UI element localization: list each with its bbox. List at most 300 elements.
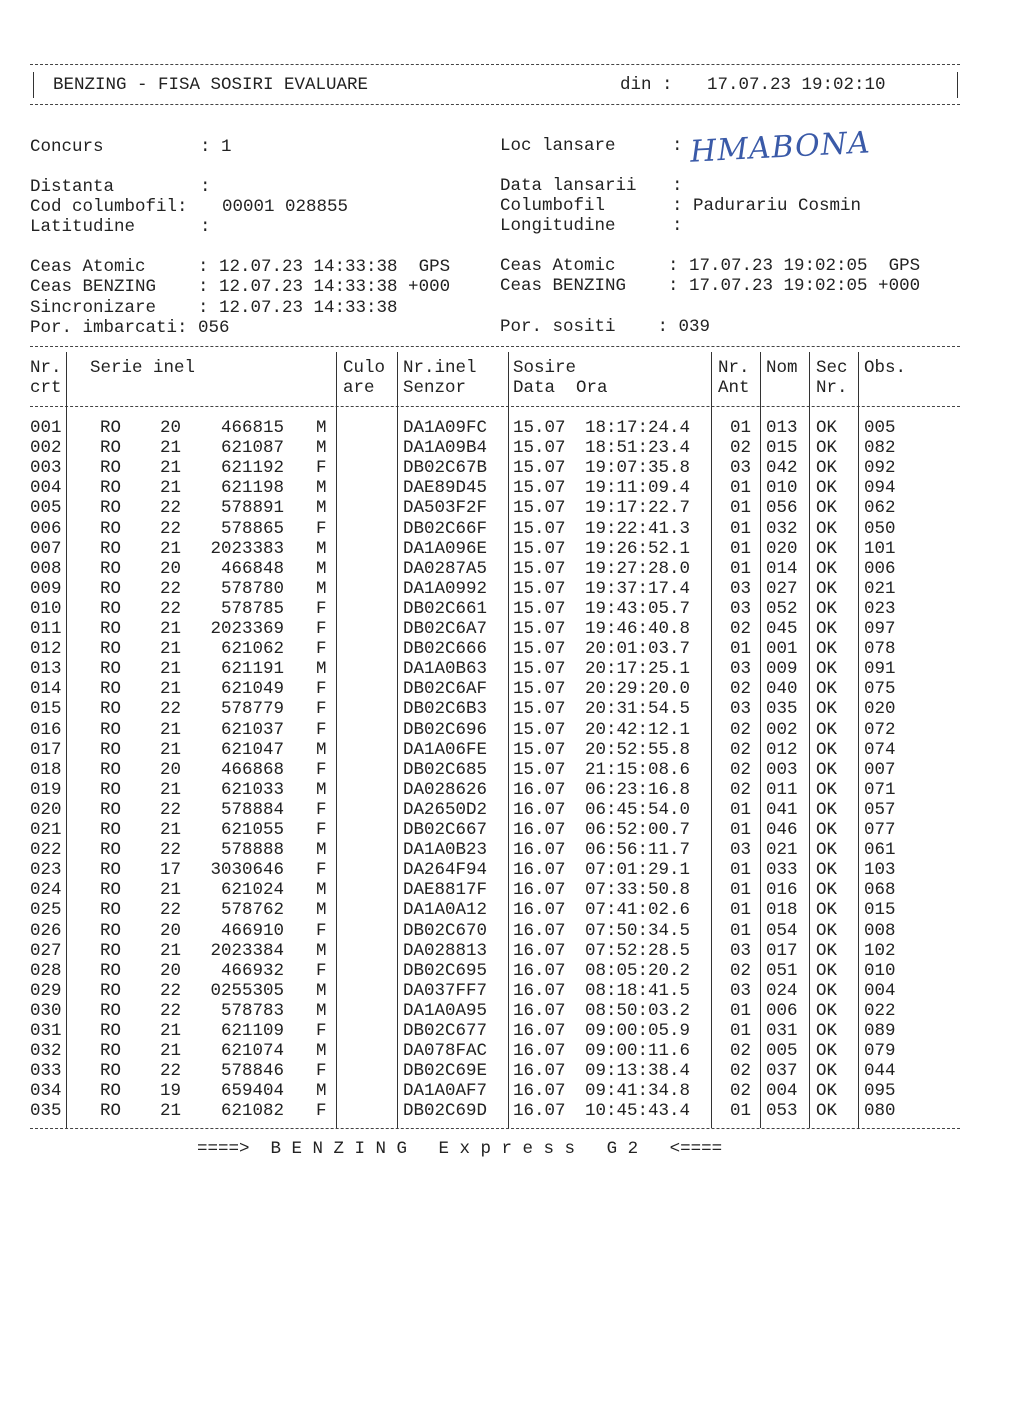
cell-ring: 578780 [220, 578, 284, 599]
loc-lansare-colon: : [672, 136, 683, 156]
cell-nom: 056 [766, 498, 798, 519]
table-row [0, 679, 1024, 699]
cell-year: 21 [160, 779, 182, 800]
col-header-nrinel: Nr.inel Senzor [403, 358, 477, 398]
table-row [0, 880, 1024, 900]
cell-country: RO [100, 820, 122, 840]
cell-nr: 013 [30, 659, 62, 680]
cell-ant: 03 [730, 980, 752, 1001]
data-lansarii-value: : [672, 176, 683, 196]
cell-sensor: DB02C69E [403, 1061, 488, 1082]
cell-date: 15.07 [513, 438, 566, 459]
cell-nr: 011 [30, 619, 62, 639]
cell-date: 15.07 [513, 739, 566, 760]
cell-sensor: DA264F94 [403, 860, 488, 881]
cell-nr: 014 [30, 679, 62, 700]
cell-nr: 021 [30, 820, 62, 840]
cell-sex: F [316, 719, 327, 740]
table-row [0, 498, 1024, 518]
cell-nr: 023 [30, 860, 62, 881]
cell-obs: 057 [864, 799, 896, 820]
table-row [0, 579, 1024, 599]
cell-sec: OK [816, 980, 838, 1001]
cell-nom: 006 [766, 1000, 798, 1021]
cell-sex: M [316, 739, 327, 760]
cell-year: 21 [160, 458, 182, 479]
table-row [0, 1041, 1024, 1061]
cell-sec: OK [816, 779, 838, 800]
cell-nr: 034 [30, 1081, 62, 1102]
table-row [0, 639, 1024, 659]
cell-ant: 02 [730, 719, 752, 740]
cell-sec: OK [816, 940, 838, 961]
cell-nr: 005 [30, 498, 62, 519]
cell-year: 21 [160, 478, 182, 499]
cell-date: 15.07 [513, 639, 566, 660]
cell-time: 20:52:55.8 [585, 739, 691, 760]
cell-time: 19:46:40.8 [585, 619, 691, 639]
cell-sec: OK [816, 619, 838, 639]
col-header-culoare: Culo are [343, 358, 386, 398]
cell-year: 22 [160, 498, 182, 519]
header-bottom-border [30, 406, 960, 407]
cell-nom: 016 [766, 880, 798, 901]
cell-time: 06:23:16.8 [585, 779, 691, 800]
cell-year: 17 [160, 860, 182, 881]
cell-time: 20:42:12.1 [585, 719, 691, 740]
cell-date: 16.07 [513, 1041, 566, 1062]
cell-year: 20 [160, 960, 182, 981]
cell-sex: M [316, 980, 327, 1001]
cell-ant: 02 [730, 960, 752, 981]
cell-country: RO [100, 940, 122, 961]
cell-nr: 019 [30, 779, 62, 800]
cell-sensor: DB02C67B [403, 458, 488, 479]
cell-year: 21 [160, 1041, 182, 1062]
cell-ant: 01 [730, 558, 752, 579]
cell-country: RO [100, 518, 122, 539]
cell-time: 20:01:03.7 [585, 639, 691, 660]
cell-date: 15.07 [513, 518, 566, 539]
cell-sensor: DB02C696 [403, 719, 488, 740]
cell-nr: 012 [30, 639, 62, 660]
cell-ring: 621037 [220, 719, 284, 740]
cell-ant: 02 [730, 438, 752, 459]
cell-nom: 012 [766, 739, 798, 760]
cell-ant: 02 [730, 619, 752, 639]
cell-time: 20:17:25.1 [585, 659, 691, 680]
cell-date: 15.07 [513, 679, 566, 700]
cell-country: RO [100, 538, 122, 559]
table-row [0, 780, 1024, 800]
cell-country: RO [100, 438, 122, 459]
cell-nom: 032 [766, 518, 798, 539]
cell-time: 19:07:35.8 [585, 458, 691, 479]
cell-sex: F [316, 960, 327, 981]
cell-obs: 006 [864, 558, 896, 579]
cell-country: RO [100, 799, 122, 820]
cell-time: 18:17:24.4 [585, 418, 691, 438]
table-row [0, 418, 1024, 438]
cell-sec: OK [816, 578, 838, 599]
cell-sensor: DA1A09FC [403, 418, 488, 438]
cell-ring: 466815 [220, 418, 284, 438]
concurs-label: Concurs [30, 137, 104, 157]
cell-sex: F [316, 1061, 327, 1082]
cell-sensor: DA1A0A95 [403, 1000, 488, 1021]
cell-nr: 017 [30, 739, 62, 760]
cell-sex: F [316, 598, 327, 619]
cell-nr: 009 [30, 578, 62, 599]
cell-nr: 035 [30, 1101, 62, 1122]
cell-sec: OK [816, 418, 838, 438]
cell-sec: OK [816, 699, 838, 720]
cell-ant: 02 [730, 1041, 752, 1062]
cell-time: 19:11:09.4 [585, 478, 691, 499]
cell-country: RO [100, 1081, 122, 1102]
cell-obs: 078 [864, 639, 896, 660]
cell-ant: 01 [730, 639, 752, 660]
table-row [0, 438, 1024, 458]
cell-date: 16.07 [513, 820, 566, 840]
cell-date: 15.07 [513, 619, 566, 639]
cell-sensor: DB02C69D [403, 1101, 488, 1122]
cell-sensor: DB02C685 [403, 759, 488, 780]
cell-date: 15.07 [513, 598, 566, 619]
cell-ant: 01 [730, 860, 752, 881]
cell-sec: OK [816, 438, 838, 459]
cell-year: 21 [160, 820, 182, 840]
table-row [0, 458, 1024, 478]
cell-nr: 026 [30, 920, 62, 941]
cell-sensor: DA1A0A12 [403, 900, 488, 921]
cell-sensor: DA1A0B63 [403, 659, 488, 680]
col-header-nom: Nom [766, 358, 798, 378]
cell-ant: 01 [730, 920, 752, 941]
cell-nom: 041 [766, 799, 798, 820]
cell-nom: 054 [766, 920, 798, 941]
cell-date: 16.07 [513, 1061, 566, 1082]
cell-sex: F [316, 619, 327, 639]
loc-lansare-handwritten: HMABONA [689, 125, 872, 170]
cell-nr: 027 [30, 940, 62, 961]
ceas-atomic-right: Ceas Atomic : 17.07.23 19:02:05 GPS [500, 256, 921, 276]
cell-sec: OK [816, 960, 838, 981]
cell-sec: OK [816, 799, 838, 820]
report-datetime: 17.07.23 19:02:10 [707, 75, 886, 95]
cell-year: 21 [160, 940, 182, 961]
cell-ant: 01 [730, 518, 752, 539]
cell-country: RO [100, 1101, 122, 1122]
cell-ring: 578888 [220, 840, 284, 861]
din-label: din : [620, 75, 673, 95]
sincronizare: Sincronizare : 12.07.23 14:33:38 [30, 298, 398, 318]
cell-nom: 033 [766, 860, 798, 881]
cell-sex: M [316, 418, 327, 438]
table-row [0, 1061, 1024, 1081]
cell-nom: 009 [766, 659, 798, 680]
cell-ring: 621047 [220, 739, 284, 760]
cell-sex: M [316, 438, 327, 459]
cell-sensor: DB02C677 [403, 1021, 488, 1041]
cell-nr: 001 [30, 418, 62, 438]
cell-country: RO [100, 659, 122, 680]
cell-nom: 010 [766, 478, 798, 499]
cell-country: RO [100, 699, 122, 720]
cell-obs: 005 [864, 418, 896, 438]
longitudine-label: Longitudine [500, 216, 616, 236]
cell-year: 22 [160, 980, 182, 1001]
cell-sensor: DA1A06FE [403, 739, 488, 760]
cell-obs: 082 [864, 438, 896, 459]
cell-nr: 025 [30, 900, 62, 921]
cell-nr: 033 [30, 1061, 62, 1082]
table-row [0, 519, 1024, 539]
cell-nom: 002 [766, 719, 798, 740]
cell-sec: OK [816, 538, 838, 559]
distanta-label: Distanta [30, 177, 115, 197]
cell-ant: 01 [730, 418, 752, 438]
col-header-sosire: Sosire Data Ora [513, 358, 608, 398]
cell-sensor: DA1A0992 [403, 578, 488, 599]
cell-year: 21 [160, 619, 182, 639]
cell-sensor: DA037FF7 [403, 980, 488, 1001]
cell-date: 15.07 [513, 759, 566, 780]
cell-country: RO [100, 619, 122, 639]
cell-ring: 621082 [220, 1101, 284, 1122]
cell-obs: 092 [864, 458, 896, 479]
table-row [0, 900, 1024, 920]
table-row [0, 1081, 1024, 1101]
cell-time: 19:27:28.0 [585, 558, 691, 579]
cell-ant: 03 [730, 940, 752, 961]
cell-nom: 042 [766, 458, 798, 479]
cod-columbofil-label: Cod columbofil: [30, 197, 188, 217]
cell-sec: OK [816, 840, 838, 861]
cell-country: RO [100, 478, 122, 499]
cell-sensor: DA1A0B23 [403, 840, 488, 861]
cell-year: 22 [160, 699, 182, 720]
cell-sec: OK [816, 739, 838, 760]
cell-sex: M [316, 498, 327, 519]
cell-sex: F [316, 518, 327, 539]
cell-time: 07:50:34.5 [585, 920, 691, 941]
cell-country: RO [100, 1000, 122, 1021]
cell-year: 20 [160, 558, 182, 579]
cell-sensor: DB02C6AF [403, 679, 488, 700]
cell-ring: 3030646 [210, 860, 284, 881]
cell-sex: F [316, 860, 327, 881]
cell-nr: 002 [30, 438, 62, 459]
cell-date: 16.07 [513, 1101, 566, 1122]
table-row [0, 699, 1024, 719]
cell-time: 07:01:29.1 [585, 860, 691, 881]
cell-year: 21 [160, 719, 182, 740]
cell-ant: 01 [730, 880, 752, 901]
cell-date: 15.07 [513, 418, 566, 438]
cell-country: RO [100, 739, 122, 760]
cell-ant: 03 [730, 840, 752, 861]
cell-sex: F [316, 820, 327, 840]
cell-sex: M [316, 900, 327, 921]
cell-ant: 01 [730, 478, 752, 499]
cell-time: 09:00:05.9 [585, 1021, 691, 1041]
cell-date: 15.07 [513, 458, 566, 479]
cell-date: 16.07 [513, 799, 566, 820]
cell-time: 07:33:50.8 [585, 880, 691, 901]
table-row [0, 800, 1024, 820]
cell-obs: 023 [864, 598, 896, 619]
cell-ring: 621109 [220, 1021, 284, 1041]
cell-sex: M [316, 880, 327, 901]
cell-time: 19:17:22.7 [585, 498, 691, 519]
cell-time: 08:50:03.2 [585, 1000, 691, 1021]
cell-country: RO [100, 1041, 122, 1062]
cell-time: 08:05:20.2 [585, 960, 691, 981]
cell-sensor: DA078FAC [403, 1041, 488, 1062]
title-left-border [33, 72, 34, 98]
cell-nr: 031 [30, 1021, 62, 1041]
cell-year: 22 [160, 1061, 182, 1082]
cell-country: RO [100, 920, 122, 941]
cell-sex: M [316, 558, 327, 579]
cell-ring: 578846 [220, 1061, 284, 1082]
cell-ant: 03 [730, 598, 752, 619]
cell-nom: 051 [766, 960, 798, 981]
cell-ring: 578779 [220, 699, 284, 720]
cell-ant: 01 [730, 900, 752, 921]
cell-obs: 050 [864, 518, 896, 539]
cell-country: RO [100, 719, 122, 740]
cell-date: 15.07 [513, 538, 566, 559]
cell-sex: F [316, 1101, 327, 1122]
cell-ring: 466848 [220, 558, 284, 579]
cell-ant: 02 [730, 1061, 752, 1082]
cell-year: 22 [160, 840, 182, 861]
cell-date: 16.07 [513, 980, 566, 1001]
title-bottom-border [30, 104, 960, 105]
cell-sec: OK [816, 458, 838, 479]
cell-sex: M [316, 1041, 327, 1062]
cell-nr: 015 [30, 699, 62, 720]
cell-nom: 001 [766, 639, 798, 660]
col-header-ant: Nr. Ant [718, 358, 750, 398]
cell-ring: 578785 [220, 598, 284, 619]
cell-ring: 2023369 [210, 619, 284, 639]
cell-year: 21 [160, 1101, 182, 1122]
cell-nom: 020 [766, 538, 798, 559]
distanta-value: : [200, 177, 211, 197]
cell-year: 19 [160, 1081, 182, 1102]
cell-sec: OK [816, 1061, 838, 1082]
cell-time: 08:18:41.5 [585, 980, 691, 1001]
cell-year: 21 [160, 659, 182, 680]
cell-ring: 466868 [220, 759, 284, 780]
cell-ant: 02 [730, 1081, 752, 1102]
cell-time: 09:41:34.8 [585, 1081, 691, 1102]
cell-nom: 013 [766, 418, 798, 438]
table-row [0, 478, 1024, 498]
cell-ring: 578891 [220, 498, 284, 519]
cell-country: RO [100, 1021, 122, 1041]
cell-ant: 03 [730, 699, 752, 720]
table-row [0, 941, 1024, 961]
cell-sec: OK [816, 518, 838, 539]
cell-time: 19:43:05.7 [585, 598, 691, 619]
cell-sex: M [316, 840, 327, 861]
cell-sensor: DA1A09B4 [403, 438, 488, 459]
cell-ring: 2023384 [210, 940, 284, 961]
cell-sec: OK [816, 920, 838, 941]
cell-date: 16.07 [513, 860, 566, 881]
cell-ring: 2023383 [210, 538, 284, 559]
cell-ring: 578762 [220, 900, 284, 921]
cell-year: 21 [160, 538, 182, 559]
longitudine-value: : [672, 216, 683, 236]
cell-nom: 004 [766, 1081, 798, 1102]
cell-sec: OK [816, 1000, 838, 1021]
cell-year: 21 [160, 880, 182, 901]
cell-obs: 008 [864, 920, 896, 941]
cell-date: 16.07 [513, 1021, 566, 1041]
table-row [0, 740, 1024, 760]
cell-date: 16.07 [513, 940, 566, 961]
cell-time: 19:22:41.3 [585, 518, 691, 539]
cell-ring: 578783 [220, 1000, 284, 1021]
cell-ant: 01 [730, 1101, 752, 1122]
cell-time: 07:52:28.5 [585, 940, 691, 961]
por-sositi: Por. sositi : 039 [500, 317, 711, 337]
cell-nr: 029 [30, 980, 62, 1001]
cell-country: RO [100, 598, 122, 619]
table-row [0, 559, 1024, 579]
cell-obs: 097 [864, 619, 896, 639]
table-row [0, 840, 1024, 860]
cell-year: 21 [160, 1021, 182, 1041]
table-bottom-border [30, 1128, 960, 1129]
cell-time: 09:13:38.4 [585, 1061, 691, 1082]
cell-obs: 004 [864, 980, 896, 1001]
cell-date: 15.07 [513, 699, 566, 720]
cell-nr: 008 [30, 558, 62, 579]
top-border [30, 64, 960, 65]
cell-sensor: DB02C66F [403, 518, 488, 539]
cell-obs: 015 [864, 900, 896, 921]
cell-obs: 007 [864, 759, 896, 780]
cell-ring: 621191 [220, 659, 284, 680]
cell-date: 16.07 [513, 1081, 566, 1102]
cell-date: 15.07 [513, 719, 566, 740]
table-row [0, 760, 1024, 780]
cell-sex: F [316, 458, 327, 479]
table-row [0, 921, 1024, 941]
cell-nom: 014 [766, 558, 798, 579]
cell-nom: 027 [766, 578, 798, 599]
cell-ant: 03 [730, 659, 752, 680]
cell-year: 22 [160, 598, 182, 619]
cell-date: 15.07 [513, 498, 566, 519]
cell-sensor: DB02C6B3 [403, 699, 488, 720]
cell-ant: 03 [730, 578, 752, 599]
cell-ring: 621055 [220, 820, 284, 840]
table-row [0, 659, 1024, 679]
cell-ring: 578884 [220, 799, 284, 820]
cell-nom: 003 [766, 759, 798, 780]
cell-country: RO [100, 880, 122, 901]
cell-year: 20 [160, 759, 182, 780]
cell-ring: 0255305 [210, 980, 284, 1001]
cell-time: 10:45:43.4 [585, 1101, 691, 1122]
